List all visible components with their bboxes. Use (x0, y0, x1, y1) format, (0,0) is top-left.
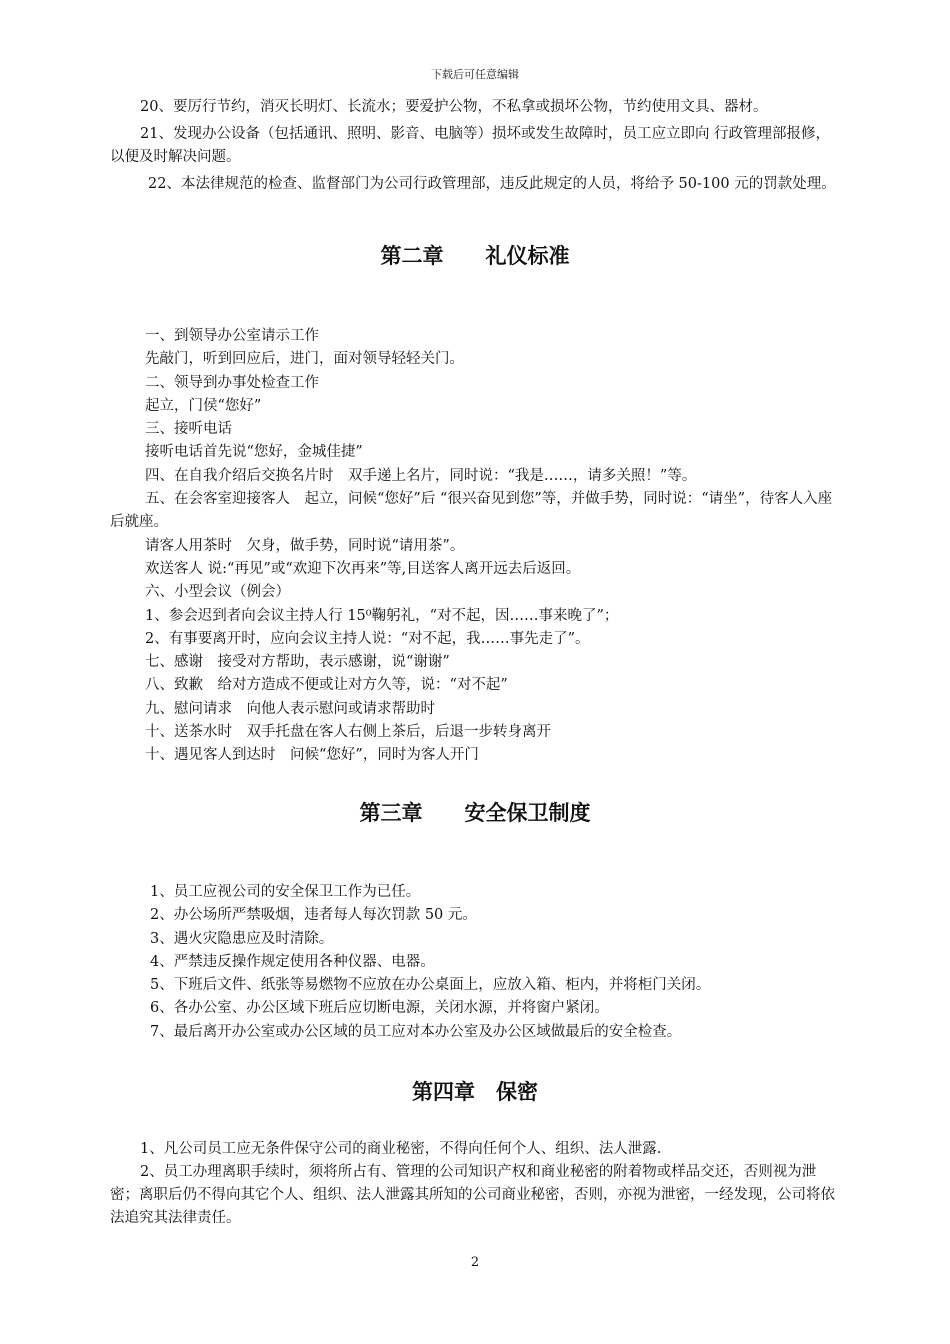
list-item: 2、办公场所严禁吸烟，违者每人每次罚款 50 元。 (150, 907, 477, 924)
paragraph-21: 21、发现办公设备（包括通讯、照明、影音、电脑等）损坏或发生故障时，员工应立即向 行政管理部报修，以便及时解决问题。 (110, 126, 831, 165)
list-item: 十、送茶水时 双手托盘在客人右侧上茶后，后退一步转身离开 (145, 724, 551, 741)
list-item: 接听电话首先说“您好，金城佳捷” (145, 444, 363, 461)
chapter-3-list (150, 881, 850, 1044)
chapter-4-section (110, 1138, 842, 1230)
intro-section (110, 96, 842, 196)
paragraph: 2、员工办理离职手续时，须将所占有、管理的公司知识产权和商业秘密的附着物或样品交还，否则视为泄密；离职后仍不得向其它个人、组织、法人泄露其所知的公司商业秘密，否则，亦视为泄密，一经发现，公司将依法追究其法律责任。 (110, 1164, 835, 1226)
chapter-3-title: 第三章 安全保卫制度 (359, 801, 591, 825)
list-item: 2、有事要离开时，应向会议主持人说：“对不起，我……事先走了”。 (145, 630, 590, 647)
list-item: 7、最后离开办公室或办公区域的员工应对本办公室及办公区域做最后的安全检查。 (150, 1023, 682, 1040)
chapter-2-list (110, 325, 845, 768)
list-item: 3、遇火灾隐患应及时清除。 (150, 930, 334, 947)
list-item: 七、感谢 接受对方帮助，表示感谢，说“谢谢” (145, 654, 450, 671)
list-item: 欢送客人 说:“再见”或“欢迎下次再来”等,目送客人离开远去后返回。 (145, 560, 581, 577)
list-item: 起立，门侯“您好” (145, 397, 262, 414)
list-item: 八、致歉 给对方造成不便或让对方久等，说：“对不起” (145, 677, 508, 694)
paragraph-22: 22、本法律规范的检查、监督部门为公司行政管理部，违反此规定的人员，将给予 50-100 元的罚款处理。 (148, 176, 836, 192)
list-item: 1、参会迟到者向会议主持人行 15⁰鞠躬礼，“对不起，因……事来晚了”； (145, 607, 619, 624)
list-item: 请客人用茶时 欠身，做手势，同时说“请用茶”。 (145, 537, 465, 554)
list-item: 先敲门，听到回应后，进门，面对领导轻轻关门。 (145, 351, 464, 368)
list-item: 二、领导到办事处检查工作 (145, 374, 319, 391)
list-item: 一、到领导办公室请示工作 (145, 328, 319, 344)
list-item: 六、小型会议（例会） (145, 584, 290, 601)
paragraph-20: 20、要厉行节约，消灭长明灯、长流水；要爱护公物，不私拿或损坏公物，节约使用文具、器材。 (140, 99, 768, 115)
chapter-2-title: 第二章 礼仪标准 (380, 244, 570, 268)
list-item: 十、遇见客人到达时 问候“您好”，同时为客人开门 (145, 747, 479, 764)
list-item: 四、在自我介绍后交换名片时 双手递上名片，同时说：“我是……，请多关照！”等。 (145, 467, 697, 484)
list-item: 五、在会客室迎接客人 起立，问候“您好”后 “很兴奋见到您”等，并做手势，同时说：“请坐”，待客人入座后就座。 (110, 491, 833, 531)
list-item: 5、下班后文件、纸张等易燃物不应放在办公桌面上，应放入箱、柜内，并将柜门关闭。 (150, 977, 711, 994)
chapter-4-title: 第四章 保密 (412, 1080, 538, 1104)
list-item: 1、员工应视公司的安全保卫工作为已任。 (150, 884, 421, 900)
list-item: 三、接听电话 (145, 421, 232, 438)
list-item: 九、慰问请求 向他人表示慰问或请求帮助时 (145, 700, 435, 717)
page-header: 下载后可任意编辑 (431, 68, 519, 81)
list-item: 4、严禁违反操作规定使用各种仪器、电器。 (150, 953, 435, 970)
list-item: 6、各办公室、办公区域下班后应切断电源，关闭水源，并将窗户紧闭。 (150, 1000, 609, 1017)
paragraph: 1、凡公司员工应无条件保守公司的商业秘密，不得向任何个人、组织、法人泄露. (140, 1141, 662, 1157)
page-number: 2 (470, 1255, 480, 1270)
